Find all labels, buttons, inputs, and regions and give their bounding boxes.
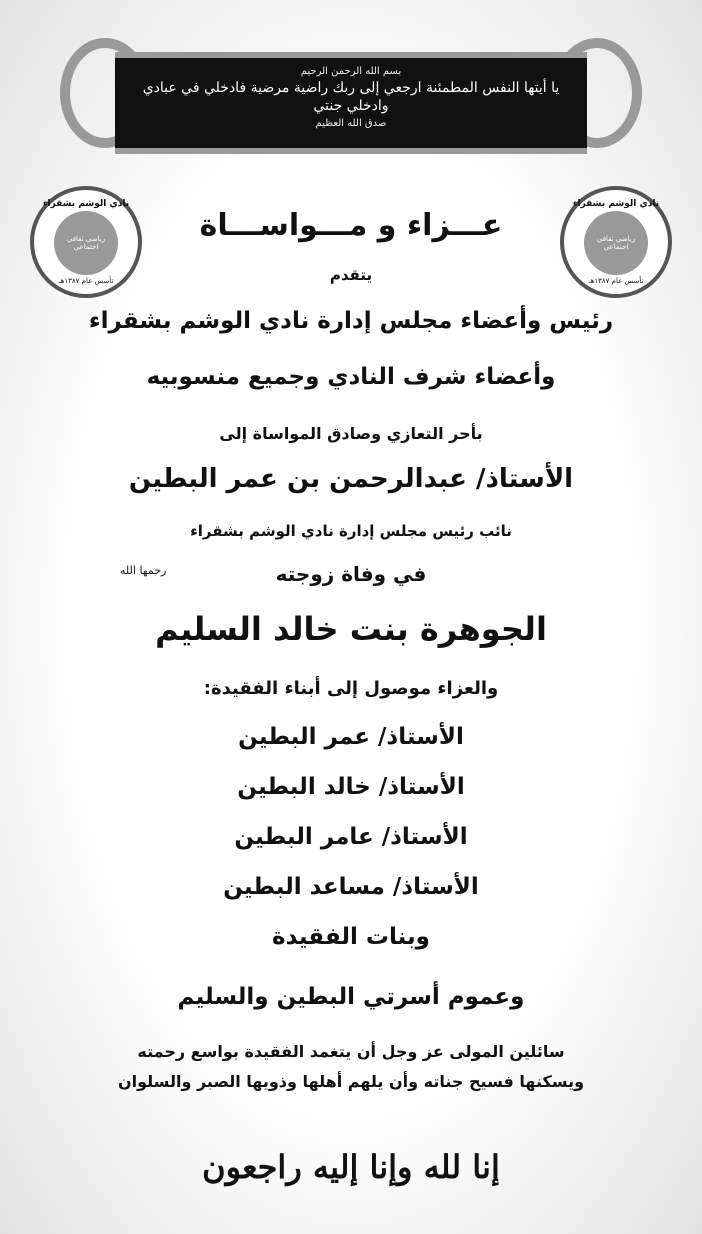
deceased-name: الجوهرة بنت خالد السليم [155,610,547,648]
from-line-2: وأعضاء شرف النادي وجميع منسوبيه [146,364,556,390]
closing-verse-calligraphy: إنا لله وإنا إليه راجعون [202,1148,500,1186]
son-name: الأستاذ/ مساعد البطين [223,874,479,900]
logo-name: نادي الوشم بشقراء [42,199,130,209]
extends-text: والعزاء موصول إلى أبناء الفقيدة: [203,678,499,699]
families-text: وعموم أسرتي البطين والسليم [177,984,525,1010]
logo-motto: رياضي ثقافي اجتماعي [66,235,106,251]
logo-founded: تأسس عام ١٣٨٧هـ [58,277,114,285]
basmala: بسم الله الرحمن الرحيم [300,66,402,77]
club-logo-left [30,186,142,298]
logo-founded: تأسس عام ١٣٨٧هـ [588,277,644,285]
ad-title: عـــزاء و مـــواســـاة [199,208,503,243]
club-logo-right [560,186,672,298]
prayer-line-1: سائلين المولى عز وجل أن يتغمد الفقيدة بواسع رحمته [137,1042,565,1061]
logo-name: نادي الوشم بشقراء [572,199,660,209]
daughters-text: وبنات الفقيدة [272,924,430,950]
book-ball-emblem [584,211,648,275]
from-line-1: رئيس وأعضاء مجلس إدارة نادي الوشم بشقراء [88,308,614,334]
son-name: الأستاذ/ عامر البطين [234,824,468,850]
prayer-line-2: ويسكنها فسيح جناته وأن يلهم أهلها وذويها الصبر والسلوان [117,1072,585,1091]
verse: يا أيتها النفس المطمئنة ارجعي إلى ربك راضية مرضية فادخلي في عبادي وادخلي جنتي [142,80,560,114]
rahma-text: رحمها الله [120,564,167,577]
offers-text: يتقدم [329,266,373,284]
recipient-title: نائب رئيس مجلس إدارة نادي الوشم بشقراء [190,522,512,540]
son-name: الأستاذ/ خالد البطين [237,774,465,800]
recipient-name: الأستاذ/ عبدالرحمن بن عمر البطين [128,464,574,494]
quran-verse-banner [60,30,642,148]
logo-motto: رياضي ثقافي اجتماعي [596,235,636,251]
son-name: الأستاذ/ عمر البطين [238,724,464,750]
condolences-text: بأحر التعازي وصادق المواساة إلى [219,424,483,443]
occasion-text: في وفاة زوجته [275,562,427,586]
verse-bar [115,52,587,154]
verse-closing: صدق الله العظيم [315,118,387,129]
book-ball-emblem [54,211,118,275]
